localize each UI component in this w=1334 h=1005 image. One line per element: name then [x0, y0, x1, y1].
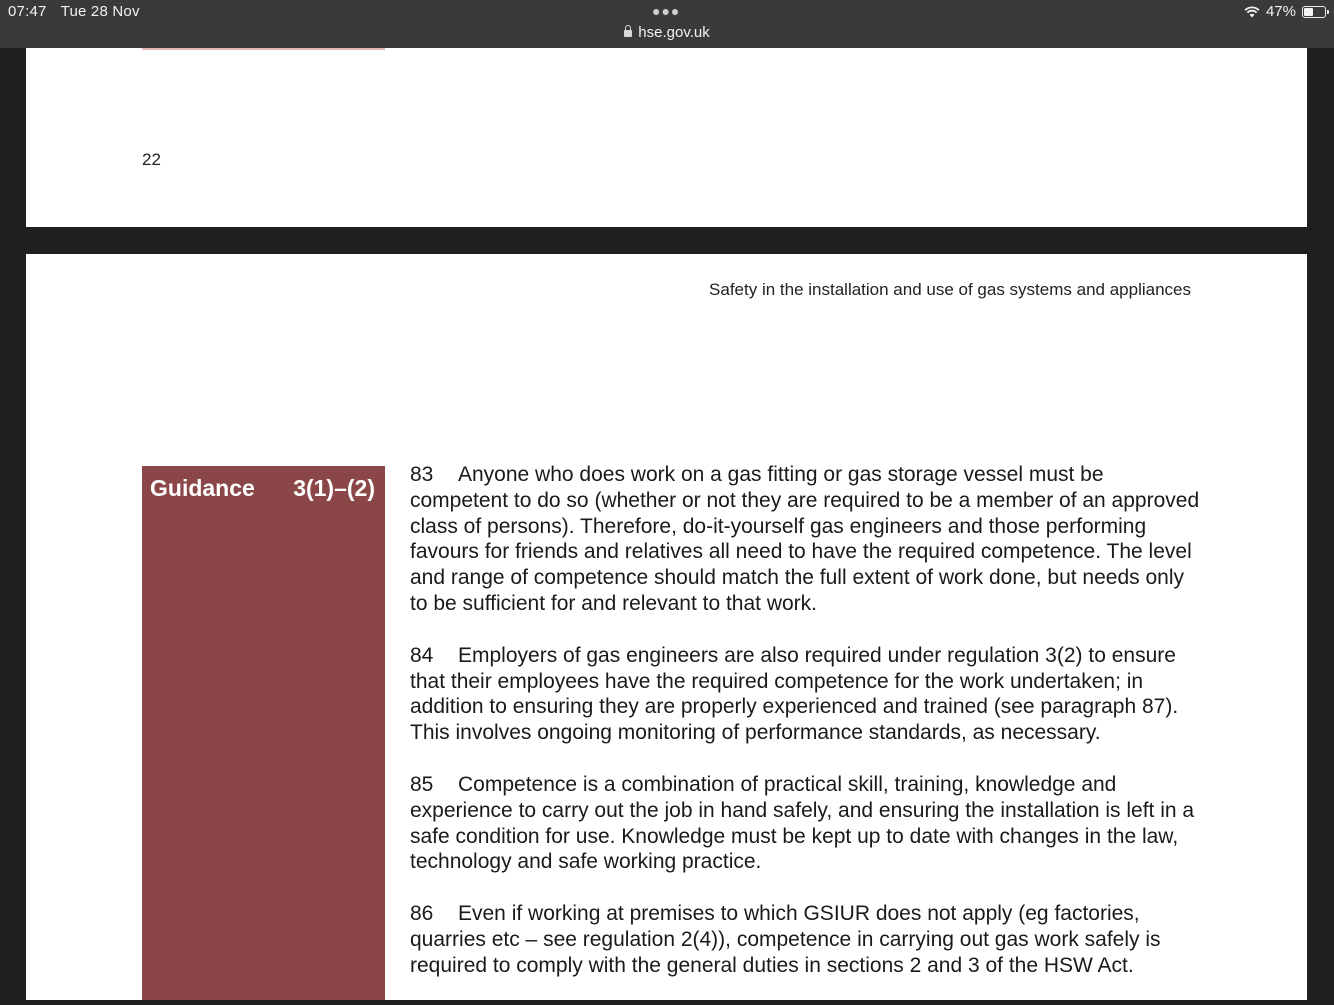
paragraph-84 — [410, 643, 1200, 746]
paragraph-85 — [410, 772, 1200, 875]
lock-icon — [624, 30, 632, 37]
battery-percent: 47% — [1265, 3, 1296, 20]
document-page-previous — [26, 48, 1307, 227]
paragraph-number: 84 — [410, 643, 434, 667]
running-head: Safety in the installation and use of gas systems and appliances — [709, 280, 1191, 299]
paragraph-text: Competence is a combination of practical skill, training, knowledge and experience to carry out the job in hand safely, and ensuring the installation is left in a safe condition for use. Knowledge must be kept up to date with changes in the law, technology and safe working practice. — [410, 772, 1195, 874]
guidance-sidebar — [142, 466, 385, 1000]
paragraph-number: 86 — [410, 902, 434, 926]
status-left — [8, 3, 150, 20]
paragraph-number: 83 — [410, 463, 434, 486]
page-number: 22 — [142, 150, 161, 169]
paragraph-83 — [410, 462, 1200, 617]
guidance-content — [410, 462, 1200, 1005]
more-dots-icon[interactable]: ●●● — [652, 3, 681, 19]
url-text: hse.gov.uk — [638, 24, 710, 41]
paragraph-number: 85 — [410, 772, 434, 796]
document-page-current — [26, 254, 1307, 1000]
status-right — [1244, 3, 1326, 20]
address-bar[interactable] — [0, 24, 1334, 41]
wifi-icon — [1244, 6, 1260, 18]
battery-icon — [1302, 6, 1326, 18]
status-bar — [0, 0, 1334, 48]
paragraph-86 — [410, 901, 1200, 978]
paragraph-text: Anyone who does work on a gas fitting or gas storage vessel must be competent to do so (whether or not they are required to be a member of an approved class of persons). Therefore, do-it-yourself gas engineers and those performing favours for friends and relatives all need to have the required competence. The level and range of competence should match the full extent of work done, but needs only to be sufficient for and relevant to that work. — [410, 463, 1200, 615]
guidance-reference: 3(1)–(2) — [293, 475, 375, 501]
paragraph-text: Employers of gas engineers are also required under regulation 3(2) to ensure that their employees have the required competence for the work undertaken; in addition to ensuring they are properly experienced and trained (see paragraph 87). This involves ongoing monitoring of performance standards, as necessary. — [410, 643, 1179, 745]
guidance-strip-remnant — [142, 48, 385, 50]
guidance-label: Guidance — [150, 475, 255, 501]
status-date: Tue 28 Nov — [60, 3, 140, 20]
status-time: 07:47 — [8, 3, 47, 20]
paragraph-text: Even if working at premises to which GSIUR does not apply (eg factories, quarries etc – see regulation 2(4)), competence in carrying out gas work safely is required to comply with the general duties in sections 2 and 3 of the HSW Act. — [410, 902, 1161, 977]
